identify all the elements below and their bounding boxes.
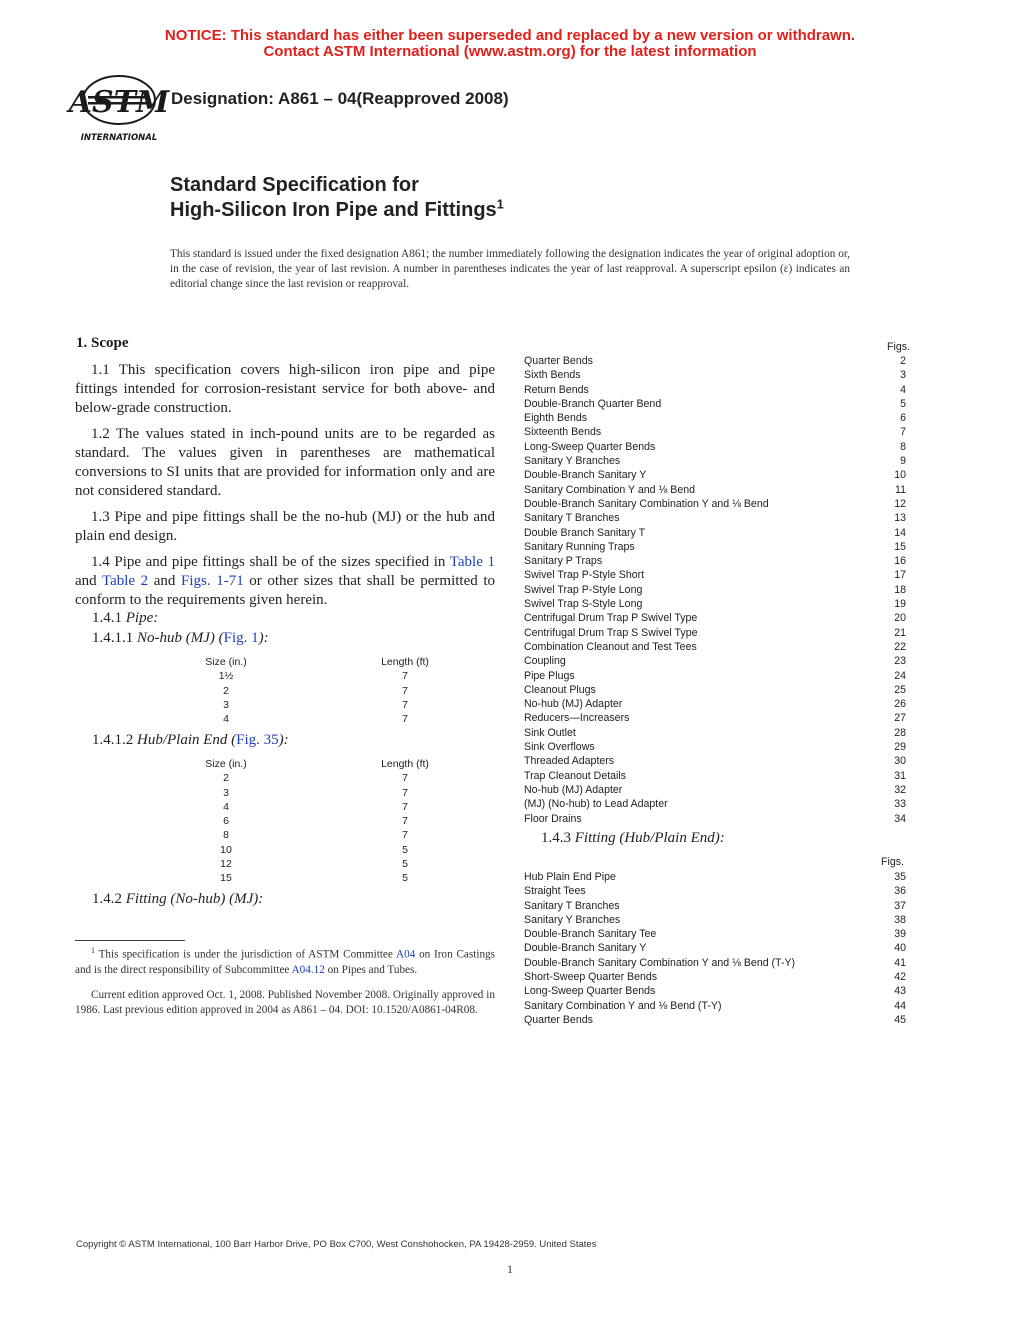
fitting-name: Cleanout Plugs (524, 683, 596, 696)
intro-paragraph: This standard is issued under the fixed designation A861; the number immediately following the designation indicates the year of original adoption or, in the case of revision, the year of last revision. A number in parentheses indicates the year of last reapproval. A superscript epsilon (ε) indicates an editorial change since the last revision or reapproval. (170, 248, 850, 290)
fittings-hub-list (524, 870, 906, 1027)
fitting-name: Quarter Bends (524, 355, 593, 367)
fitting-name: Double-Branch Quarter Bend (524, 397, 662, 410)
table-header: Length (ft) (381, 758, 429, 770)
list-item (524, 870, 906, 884)
fitting-name: Sanitary P Traps (524, 555, 603, 568)
fitting-name: Sink Overflows (524, 741, 595, 754)
list-item (524, 583, 906, 597)
figure-number: 35 (894, 871, 906, 883)
list-item (524, 683, 906, 697)
figure-number: 27 (894, 712, 906, 725)
table-cell: 7 (402, 772, 408, 785)
list-item (524, 540, 906, 554)
fitting-name: Combination Cleanout and Test Tees (524, 640, 697, 653)
list-item (524, 511, 906, 525)
figure-number: 36 (894, 885, 906, 898)
table-cell: 5 (402, 843, 408, 856)
table-cell: 4 (223, 713, 229, 726)
table-cell: 1½ (218, 670, 234, 683)
table-cell: 12 (220, 858, 232, 871)
fitting-name: Reducers—Increasers (524, 712, 630, 725)
link-subcommittee-a04-12[interactable]: A04.12 (291, 963, 325, 976)
figure-number: 4 (900, 383, 906, 396)
fitting-name: Threaded Adapters (524, 755, 615, 768)
figure-number: 37 (894, 899, 906, 912)
list-item (524, 654, 906, 668)
para-1-1: 1.1 This specification covers high-silicon iron pipe and pipe fittings intended for corrosion-resistant service for both above- and below-grade construction. (75, 362, 495, 416)
fitting-name: Trap Cleanout Details (524, 769, 627, 782)
list-item (524, 383, 906, 397)
figure-number: 38 (894, 913, 906, 926)
figure-number: 6 (900, 412, 906, 425)
fitting-name: Centrifugal Drum Trap S Swivel Type (524, 626, 698, 639)
fitting-name: Sanitary Running Traps (524, 540, 635, 553)
fitting-name: Sixth Bends (524, 369, 581, 382)
list-item (524, 368, 906, 382)
title-line-2 (170, 196, 504, 222)
fitting-name: Long-Sweep Quarter Bends (524, 985, 656, 998)
figure-number: 9 (900, 455, 906, 468)
figure-number: 2 (900, 355, 906, 367)
copyright: Copyright © ASTM International, 100 Barr Harbor Drive, PO Box C700, West Conshohocken, PA 19428-2959. United States (76, 1239, 597, 1250)
figure-number: 18 (894, 583, 906, 596)
fitting-name: Sink Outlet (524, 726, 576, 739)
figure-number: 7 (900, 426, 906, 439)
table-cell: 8 (223, 829, 229, 842)
figure-number: 41 (894, 956, 906, 969)
fitting-name: (MJ) (No-hub) to Lead Adapter (524, 798, 668, 811)
astm-logo (68, 72, 170, 144)
fitting-name: Centrifugal Drum Trap P Swivel Type (524, 612, 698, 625)
table-cell: 7 (402, 684, 408, 697)
fitting-name: Swivel Trap P-Style Short (524, 569, 645, 582)
table-cell: 15 (220, 872, 232, 885)
link-committee-a04[interactable]: A04 (396, 948, 416, 961)
fitting-name: No-hub (MJ) Adapter (524, 698, 623, 711)
list-item (524, 468, 906, 482)
notice-line-2: Contact ASTM International (www.astm.org) for the latest information (263, 43, 757, 60)
figure-number: 39 (894, 928, 906, 941)
table-nohub-size-column (186, 655, 266, 726)
list-item (524, 927, 906, 941)
subsection-1-4-2: 1.4.2 Fitting (No-hub) (MJ): (92, 891, 264, 907)
list-item (524, 554, 906, 568)
list-item (524, 711, 906, 725)
list-item (524, 884, 906, 898)
table-cell: 6 (223, 815, 229, 828)
list-item (524, 999, 906, 1013)
table-cell: 7 (402, 815, 408, 828)
figure-number: 42 (894, 971, 906, 984)
fitting-name: Return Bends (524, 383, 589, 396)
figure-number: 3 (900, 369, 906, 382)
figure-number: 16 (894, 555, 906, 568)
fitting-name: Pipe Plugs (524, 669, 575, 682)
table-cell: 7 (402, 829, 408, 842)
fitting-name: Sanitary T Branches (524, 512, 620, 525)
fitting-name: Double-Branch Sanitary Y (524, 469, 647, 482)
subsection-1-4-1-1: 1.4.1.1 No-hub (MJ) (Fig. 1): (92, 630, 269, 646)
list-item (524, 425, 906, 439)
figure-number: 22 (894, 640, 906, 653)
figure-number: 34 (894, 812, 906, 825)
link-fig-35[interactable]: Fig. 35 (236, 732, 279, 748)
figure-number: 21 (894, 626, 906, 639)
figure-number: 19 (894, 598, 906, 611)
list-item (524, 697, 906, 711)
list-item (524, 812, 906, 826)
list-item (524, 899, 906, 913)
fitting-name: Sixteenth Bends (524, 426, 602, 439)
logo-subtext: INTERNATIONAL (80, 133, 158, 143)
list-item (524, 626, 906, 640)
fitting-name: Sanitary Combination Y and ⅛ Bend (T-Y) (524, 999, 722, 1012)
figure-number: 44 (894, 999, 906, 1012)
list-item (524, 941, 906, 955)
title-footnote-ref[interactable]: 1 (496, 196, 504, 212)
link-figs-1-71[interactable]: Figs. 1-71 (181, 573, 244, 589)
fitting-name: Double-Branch Sanitary Tee (524, 928, 657, 941)
figure-number: 30 (894, 755, 906, 768)
fitting-name: Sanitary Y Branches (524, 913, 621, 926)
fitting-name: Double-Branch Sanitary Y (524, 942, 647, 955)
figure-number: 32 (894, 783, 906, 796)
list-item (524, 783, 906, 797)
table-cell: 5 (402, 858, 408, 871)
list-item (524, 669, 906, 683)
table-cell: 4 (223, 800, 229, 813)
section-heading-scope: 1. Scope (76, 335, 129, 351)
fitting-name: Short-Sweep Quarter Bends (524, 971, 658, 984)
table-cell: 2 (223, 772, 229, 785)
table-cell: 5 (402, 872, 408, 885)
fittings-nohub-list (524, 354, 906, 826)
figure-number: 20 (894, 612, 906, 625)
figure-number: 43 (894, 985, 906, 998)
figs-header-hub: Figs. (881, 856, 904, 868)
subsection-1-4-3: 1.4.3 Fitting (Hub/Plain End): (541, 830, 725, 846)
figure-number: 12 (894, 497, 906, 510)
list-item (524, 769, 906, 783)
figure-number: 11 (895, 483, 906, 496)
figure-number: 25 (894, 683, 906, 696)
astm-logo-icon (68, 72, 170, 144)
designation: Designation: A861 – 04(Reapproved 2008) (171, 89, 509, 108)
table-cell: 3 (223, 698, 229, 711)
fitting-name: Coupling (524, 655, 566, 668)
table-cell: 10 (220, 843, 232, 856)
para-1-3: 1.3 Pipe and pipe fittings shall be the no-hub (MJ) or the hub and plain end design. (75, 509, 495, 544)
table-cell: 7 (402, 698, 408, 711)
subsection-1-4-1: 1.4.1 Pipe: (92, 610, 159, 626)
figs-header-nohub: Figs. (887, 341, 910, 353)
figure-number: 17 (894, 569, 906, 582)
fitting-name: Quarter Bends (524, 1013, 593, 1026)
list-item (524, 970, 906, 984)
figure-number: 29 (894, 741, 906, 754)
fitting-name: Swivel Trap P-Style Long (524, 583, 643, 596)
fitting-name: Long-Sweep Quarter Bends (524, 440, 656, 453)
list-item (524, 740, 906, 754)
footnote-1: $^1$ This specification is under the jurisdiction of ASTM Committee A04 on Iron Castings and is the direct responsibility of Subcommittee A04.12 on Pipes and Tubes. (75, 946, 495, 976)
table-header: Size (in.) (205, 656, 247, 668)
fitting-name: Double Branch Sanitary T (524, 526, 646, 539)
figure-number: 26 (894, 698, 906, 711)
figure-number: 23 (894, 655, 906, 668)
table-header: Length (ft) (381, 656, 429, 668)
list-item (524, 913, 906, 927)
link-table-2[interactable]: Table 2 (101, 573, 149, 589)
fitting-name: Hub Plain End Pipe (524, 871, 616, 883)
table-nohub-length-column (365, 655, 445, 726)
table-cell: 7 (402, 800, 408, 813)
fitting-name: Sanitary Combination Y and ⅛ Bend (524, 483, 695, 496)
figure-number: 33 (894, 798, 906, 811)
list-item (524, 568, 906, 582)
fitting-name: Double-Branch Sanitary Combination Y and ⅛ Bend (524, 497, 769, 510)
figure-number: 40 (894, 942, 906, 955)
list-item (524, 411, 906, 425)
table-cell: 2 (223, 684, 229, 697)
table-cell: 7 (402, 786, 408, 799)
para-1-4: 1.4 Pipe and pipe fittings shall be of the sizes specified in Table 1 and Table 2 and Figs. 1-71 or other sizes that shall be permitted to conform to the requirements given herein. (75, 554, 495, 608)
list-item (524, 397, 906, 411)
title-main: High-Silicon Iron Pipe and Fittings (170, 199, 497, 221)
table-cell: 7 (402, 713, 408, 726)
list-item (524, 497, 906, 511)
link-fig-1[interactable]: Fig. 1 (223, 630, 259, 646)
figure-number: 5 (900, 397, 906, 410)
list-item (524, 440, 906, 454)
table-header: Size (in.) (205, 758, 247, 770)
list-item (524, 526, 906, 540)
figure-number: 8 (900, 440, 906, 453)
table-hub-length-column (365, 757, 445, 886)
table-cell: 7 (402, 670, 408, 683)
logo-letters: ASTM (68, 85, 170, 120)
link-table-1[interactable]: Table 1 (449, 554, 495, 570)
table-hub-size-column (186, 757, 266, 886)
list-item (524, 726, 906, 740)
page-number: 1 (507, 1262, 513, 1276)
fitting-name: Straight Tees (524, 885, 586, 898)
fitting-name: Swivel Trap S-Style Long (524, 598, 643, 611)
list-item (524, 956, 906, 970)
figure-number: 13 (894, 512, 906, 525)
fitting-name: Sanitary Y Branches (524, 455, 621, 468)
figure-number: 10 (894, 469, 906, 482)
list-item (524, 984, 906, 998)
list-item (524, 640, 906, 654)
list-item (524, 611, 906, 625)
fitting-name: Double-Branch Sanitary Combination Y and ⅛ Bend (T-Y) (524, 956, 796, 969)
subsection-1-4-1-2: 1.4.1.2 Hub/Plain End (Fig. 35): (92, 732, 289, 748)
list-item (524, 597, 906, 611)
notice-line-1: NOTICE: This standard has either been superseded and replaced by a new version or withdrawn. (164, 27, 856, 44)
para-1-2: 1.2 The values stated in inch-pound units are to be regarded as standard. The values given in parentheses are mathematical conversions to SI units that are provided for information only and are not considered standard. (75, 426, 495, 499)
footnote-edition: Current edition approved Oct. 1, 2008. Published November 2008. Originally approved in 1986. Last previous edition approved in 2004 as A861 – 04. DOI: 10.1520/A0861-04R08. (75, 989, 495, 1016)
figure-number: 15 (894, 540, 906, 553)
figure-number: 24 (894, 669, 906, 682)
figure-number: 14 (894, 526, 906, 539)
list-item (524, 454, 906, 468)
figure-number: 45 (894, 1013, 906, 1026)
list-item (524, 354, 906, 368)
fitting-name: Floor Drains (524, 812, 582, 825)
fitting-name: Eighth Bends (524, 412, 588, 425)
figure-number: 31 (894, 769, 906, 782)
table-cell: 3 (223, 786, 229, 799)
list-item (524, 483, 906, 497)
list-item (524, 754, 906, 768)
fitting-name: No-hub (MJ) Adapter (524, 783, 623, 796)
list-item (524, 1013, 906, 1027)
footnote-divider (75, 940, 185, 941)
list-item (524, 797, 906, 811)
figure-number: 28 (894, 726, 906, 739)
title-line-1: Standard Specification for (170, 174, 419, 196)
fitting-name: Sanitary T Branches (524, 899, 620, 912)
